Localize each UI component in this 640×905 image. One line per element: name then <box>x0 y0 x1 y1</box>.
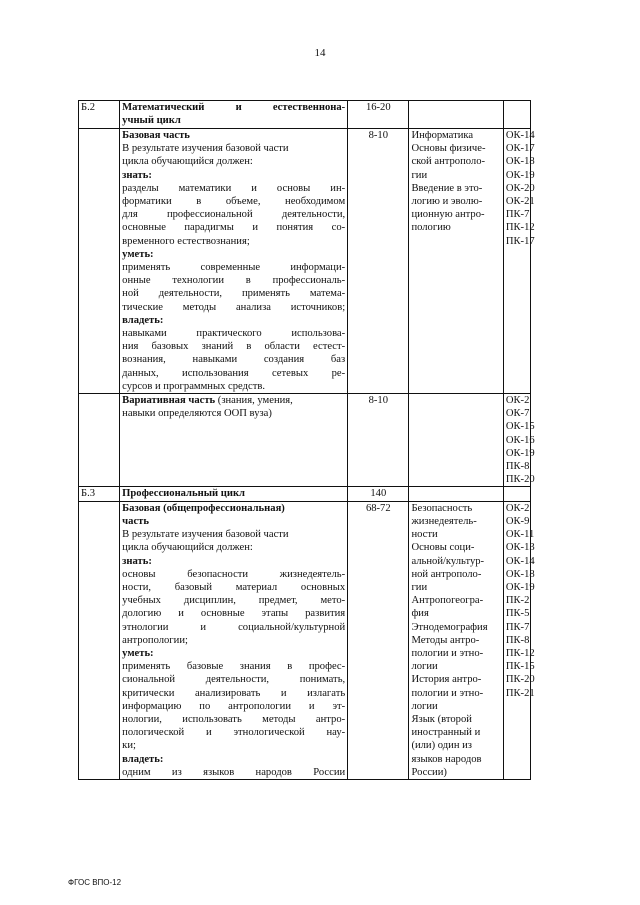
description-line: ной деятельности, применять матема- <box>122 288 346 300</box>
competency-code: ОК-20 <box>505 182 535 194</box>
discipline-line: Этнодемография <box>411 621 488 633</box>
discipline-line: жизнедеятель- <box>411 515 477 527</box>
discipline-line: Основы соци- <box>411 542 475 554</box>
disciplines-cell <box>409 394 503 487</box>
competency-code: ОК-19 <box>505 169 535 181</box>
discipline-line: России) <box>411 766 447 778</box>
code-cell: Б.3 <box>79 487 120 501</box>
description-line: для профессиональной деятельности, <box>122 209 346 221</box>
discipline-line: ционную антро- <box>411 209 485 221</box>
description-line: Математический и естественнона- <box>122 102 346 113</box>
description-cell <box>120 394 348 487</box>
competency-code: ОК-15 <box>505 421 535 433</box>
disciplines-cell <box>409 101 503 129</box>
competency-code: ПК-2 <box>505 595 530 607</box>
competency-code: ОК-13 <box>505 542 535 554</box>
competency-code: ОК-18 <box>505 156 535 168</box>
discipline-line: ности <box>411 529 438 541</box>
disciplines-cell <box>409 501 503 779</box>
hours-cell: 140 <box>348 487 409 501</box>
competencies-cell <box>503 129 535 394</box>
competencies-cell <box>503 487 530 501</box>
competency-code: ПК-12 <box>505 647 535 659</box>
discipline-line: Информатика <box>411 130 474 141</box>
discipline-line: Основы физиче- <box>411 143 486 155</box>
table-row <box>79 487 531 501</box>
discipline-line: ной антрополо- <box>411 568 482 580</box>
description-line: данных, использования сетевых ре- <box>122 367 346 379</box>
description-line: владеть: <box>122 314 164 326</box>
description-line: пологической и этнологической нау- <box>122 727 346 739</box>
description-line: ки; <box>122 740 136 752</box>
competency-code: ОК-17 <box>505 143 535 155</box>
discipline-line: пологию <box>411 222 451 234</box>
competency-code: ОК-14 <box>505 555 535 567</box>
description-line: учный цикл <box>122 115 181 127</box>
discipline-line: Антропогеогра- <box>411 595 484 607</box>
code-cell: Б.2 <box>79 101 120 129</box>
discipline-line: альной/культур- <box>411 555 485 567</box>
discipline-line: Язык (второй <box>411 713 472 725</box>
discipline-line: логию и эволю- <box>411 196 483 208</box>
description-line: ния базовых знаний в области естест- <box>122 341 346 353</box>
competency-code: ОК-14 <box>505 130 535 141</box>
discipline-line: Безопасность <box>411 502 473 514</box>
discipline-line: Введение в это- <box>411 182 483 194</box>
competency-code: ОК-9 <box>505 515 530 527</box>
description-line: онные технологии в профессиональ- <box>122 275 346 287</box>
competency-code: ОК-19 <box>505 581 535 593</box>
hours-cell: 68-72 <box>348 501 409 779</box>
description-line: уметь: <box>122 248 154 260</box>
footer-standard-label: ФГОС ВПО-12 <box>68 878 122 887</box>
discipline-line: фия <box>411 608 429 620</box>
description-line: учебных дисциплин, предмет, мето- <box>122 595 346 607</box>
description-line: В результате изучения базовой части <box>122 143 289 155</box>
competency-code: ПК-5 <box>505 608 530 620</box>
competency-code: ПК-17 <box>505 235 535 247</box>
competency-code: ПК-20 <box>505 474 535 486</box>
competency-code: ОК-21 <box>505 196 535 208</box>
description-line: знать: <box>122 169 152 181</box>
discipline-line: пологии и этно- <box>411 647 484 659</box>
disciplines-cell <box>409 129 503 394</box>
table-row <box>79 101 531 129</box>
competency-code: ОК-2 <box>505 395 530 407</box>
description-line: критически анализировать и излагать <box>122 687 346 699</box>
description-line: Профессиональный цикл <box>122 488 245 500</box>
description-line: нологии, использовать методы антро- <box>122 713 346 725</box>
competencies-cell <box>503 101 530 129</box>
discipline-line: иностранный и <box>411 727 481 739</box>
description-line: основы безопасности жизнедеятель- <box>122 568 346 580</box>
description-line: Базовая часть <box>122 130 190 141</box>
hours-cell: 8-10 <box>348 394 409 487</box>
variative-part-label: Вариативная часть <box>122 395 216 407</box>
competency-code: ОК-19 <box>505 447 535 459</box>
discipline-line: ской антрополо- <box>411 156 486 168</box>
hours-cell: 16-20 <box>348 101 409 129</box>
competency-code: ПК-21 <box>505 687 535 699</box>
description-line: цикла обучающийся должен: <box>122 156 253 168</box>
description-cell <box>120 129 348 394</box>
description-cell <box>120 501 348 779</box>
competency-code: ОК-11 <box>505 529 535 541</box>
competency-code: ОК-16 <box>505 434 535 446</box>
description-line: одним из языков народов России <box>122 766 346 778</box>
description-line: Базовая (общепрофессиональная) <box>122 502 285 514</box>
competencies-cell <box>503 501 535 779</box>
competency-code: ПК-7 <box>505 209 530 221</box>
code-cell <box>79 501 120 779</box>
description-line: временного естествознания; <box>122 235 250 247</box>
discipline-line: История антро- <box>411 674 482 686</box>
description-line: сиональной деятельности, понимать, <box>122 674 346 686</box>
description-line: уметь: <box>122 647 154 659</box>
disciplines-cell <box>409 487 503 501</box>
competency-code: ОК-18 <box>505 568 535 580</box>
description-line: владеть: <box>122 753 164 765</box>
description-line: сурсов и программных средств. <box>122 380 265 392</box>
description-line: основные парадигмы и понятия со- <box>122 222 346 234</box>
competency-code: ПК-20 <box>505 674 535 686</box>
description-line: навыками практического использова- <box>122 328 346 340</box>
variative-part-rest: (знания, умения, <box>215 395 293 407</box>
discipline-line: языков народов <box>411 753 482 765</box>
competency-code: ПК-8 <box>505 461 530 473</box>
discipline-line: логии <box>411 700 438 712</box>
discipline-line: пологии и этно- <box>411 687 484 699</box>
table-row <box>79 501 531 779</box>
table-row <box>79 394 531 487</box>
description-line: форматики в объеме, необходимом <box>122 196 346 208</box>
description-line: часть <box>122 515 149 527</box>
hours-cell: 8-10 <box>348 129 409 394</box>
description-line: навыки определяются ООП вуза) <box>122 408 272 420</box>
discipline-line: гии <box>411 581 428 593</box>
competencies-cell <box>503 394 535 487</box>
description-line: ности, базовый материал основных <box>122 581 346 593</box>
competency-code: ПК-8 <box>505 634 530 646</box>
description-line <box>122 394 345 407</box>
description-line: разделы математики и основы ин- <box>122 182 346 194</box>
competency-code: ПК-7 <box>505 621 530 633</box>
discipline-line: (или) один из <box>411 740 472 752</box>
description-line: В результате изучения базовой части <box>122 529 289 541</box>
table-row <box>79 129 531 394</box>
code-cell <box>79 394 120 487</box>
description-cell <box>120 101 348 129</box>
description-cell <box>120 487 348 501</box>
curriculum-table <box>78 100 535 780</box>
description-line: знать: <box>122 555 152 567</box>
description-line: применять базовые знания в профес- <box>122 661 346 673</box>
description-line: цикла обучающийся должен: <box>122 542 253 554</box>
description-line: применять современные информаци- <box>122 262 346 274</box>
competency-code: ОК-2 <box>505 502 530 514</box>
competency-code: ОК-7 <box>505 408 530 420</box>
competency-code: ПК-15 <box>505 661 535 673</box>
description-line: вознания, навыками создания баз <box>122 354 346 366</box>
discipline-line: гии <box>411 169 428 181</box>
description-line: дологию и основные этапы развития <box>122 608 346 620</box>
discipline-line: Методы антро- <box>411 634 480 646</box>
page-number: 14 <box>314 47 326 59</box>
code-cell <box>79 129 120 394</box>
description-line: этнологии и социальной/культурной <box>122 621 346 633</box>
description-line: информацию по антропологии и эт- <box>122 700 346 712</box>
description-line: тические методы анализа источников; <box>122 301 346 313</box>
competency-code: ПК-12 <box>505 222 535 234</box>
discipline-line: логии <box>411 661 438 673</box>
description-line: антропологии; <box>122 634 188 646</box>
